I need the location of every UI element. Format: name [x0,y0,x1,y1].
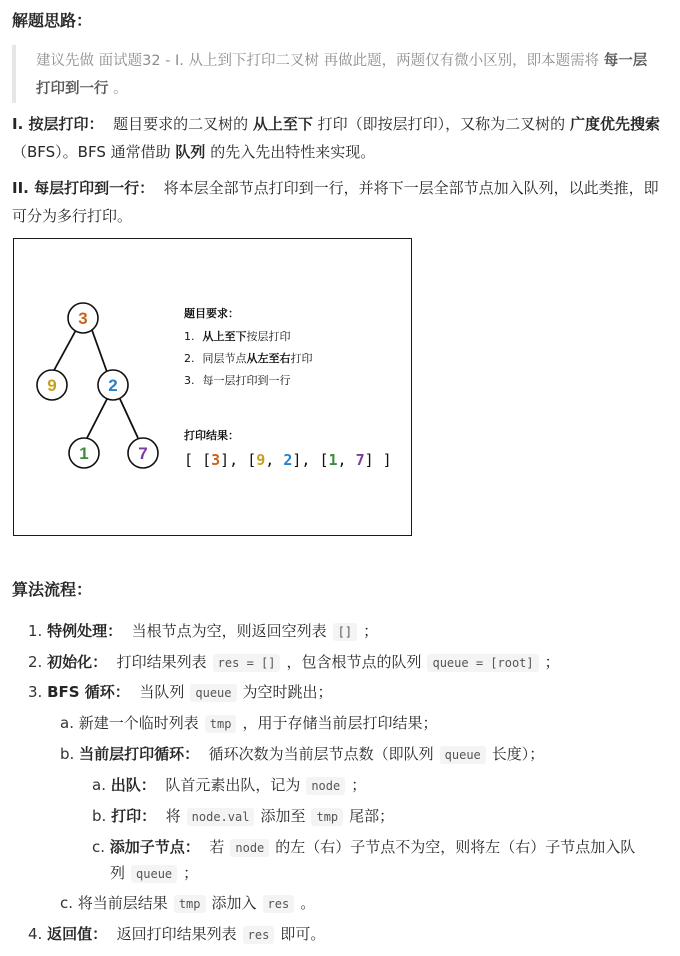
result-value: 9 [256,451,266,469]
list-marker: a. [92,776,106,794]
step-lead: 当前层打印循环： [79,745,200,763]
result-separator: , [229,451,248,469]
step-text: 的左（右）子节点不为空，则将左（右）子节点加入队 [275,838,636,856]
result-separator: , [265,451,284,469]
list-marker: b. [92,807,107,825]
result-value: 3 [211,451,221,469]
result-bracket: [ [202,451,212,469]
step-text: 为空时跳出； [242,683,333,701]
inline-code: res [263,895,295,913]
list-marker: a. [60,714,74,732]
result-bracket: [ [247,451,257,469]
step-text: 当根节点为空，则返回空列表 [131,622,327,640]
step-lead: 出队： [110,776,156,794]
heading-solution-idea: 解题思路： [12,11,93,30]
result-separator: , [337,451,356,469]
tree-node [68,303,98,333]
list-marker: b. [60,745,75,763]
step-text: 将当前层结果 [77,894,168,912]
p1-bold-bfs: 广度优先搜索 [569,115,660,133]
step-text: 当队列 [139,683,185,701]
p1-text: 打印（即按层打印），又称为二叉树的 [317,115,566,133]
list-marker: 1. [28,622,43,640]
tree-node-label: 9 [47,376,57,395]
substep-new-tmp [60,710,437,737]
p2-lead: II. 每层打印到一行： [12,179,155,197]
result-value: 2 [283,451,293,469]
list-marker: 3. [28,683,43,701]
tree-diagram [14,239,410,534]
inline-code: node [230,839,269,857]
p1-bold-queue: 队列 [175,143,206,161]
step-text: 长度）； [491,745,545,763]
tree-node-label: 1 [79,444,89,463]
step-lead: 返回值： [47,925,108,943]
print-result [184,451,392,469]
tree-node [37,370,67,400]
tip-quote [12,45,668,103]
inline-code: node [306,777,345,795]
step-text: 循环次数为当前层节点数（即队列 [208,745,434,763]
inline-code: tmp [174,895,206,913]
substep-append-result [60,890,315,917]
paragraph-level-order [12,110,668,166]
inline-code: tmp [311,808,343,826]
inline-code: res [243,926,275,944]
step-return [28,921,325,948]
quote-emphasis: 每一层打印到一行 [36,53,648,97]
step-special-case [28,618,378,645]
list-marker: c. [60,894,74,912]
inline-code: queue [190,684,236,702]
quote-text: 建议先做 面试题32 - I. 从上到下打印二叉树 再做此题，两题仅有微小区别，即本题需将 [36,53,600,69]
result-separator: , [301,451,320,469]
step-lead: 添加子节点： [109,838,200,856]
step-text: 添加入 [211,894,257,912]
step-text: 即可。 [280,925,326,943]
result-value: 1 [328,451,338,469]
p1-text: 题目要求的二叉树的 [113,115,249,133]
step-text: ； [544,653,560,671]
step-initialize [28,649,560,676]
step-lead: 打印： [111,807,157,825]
step-text: 将 [165,807,181,825]
subsubstep-print [92,803,394,830]
inline-code: queue [440,746,486,764]
inline-code: node.val [187,808,255,826]
p1-lead: I. 按层打印： [12,115,104,133]
p1-bold-top-down: 从上至下 [252,115,313,133]
step-text: 返回打印结果列表 [116,925,237,943]
step-text: 。 [300,894,316,912]
step-text: 新建一个临时列表 [78,714,199,732]
inline-code: [] [333,623,357,641]
result-bracket: ] [364,451,374,469]
inline-code: queue = [root] [427,654,538,672]
inline-code: queue [131,865,177,883]
result-bracket: [ [319,451,329,469]
binary-tree-figure [13,238,412,536]
step-lead: 特例处理： [47,622,123,640]
quote-end: 。 [113,81,128,97]
requirements-title: 题目要求： [184,307,239,320]
step-text: ； [183,864,199,882]
tree-node [128,438,158,468]
result-title: 打印结果： [184,429,239,442]
step-text: 打印结果列表 [116,653,207,671]
step-text: ； [363,622,379,640]
result-bracket: ] [292,451,302,469]
tree-node [69,438,99,468]
step-lead: 初始化： [47,653,108,671]
requirement-3: 3. 每一层打印到一行 [184,374,291,387]
inline-code: res = [] [213,654,281,672]
step-text: ； [351,776,367,794]
step-lead: BFS 循环： [47,683,130,701]
substep-level-loop [60,741,544,768]
tree-node [98,370,128,400]
subsubstep-add-children [92,834,635,861]
step-bfs-loop [28,679,333,706]
p1-text: （BFS）。BFS 通常借助 [12,143,171,161]
subsubstep-add-children-cont [110,860,198,887]
heading-algorithm: 算法流程： [12,580,93,599]
p2-text: 将本层全部节点打印到一行，并将下一层全部节点加入队列，以此类推，即可分为多行打印。 [12,179,659,225]
tree-node-label: 7 [138,444,148,463]
step-text: 队首元素出队，记为 [165,776,301,794]
requirement-1: 1. 从上至下按层打印 [184,330,291,343]
step-text: ，包含根节点的队列 [286,653,422,671]
subsubstep-dequeue [92,772,366,799]
result-bracket: ] [220,451,230,469]
result-bracket: [ [184,451,203,469]
list-marker: c. [92,838,106,856]
step-text: 尾部； [349,807,395,825]
step-text: 添加至 [260,807,306,825]
result-value: 7 [355,451,365,469]
result-bracket: ] [373,451,392,469]
p1-text: 的先入先出特性来实现。 [210,143,376,161]
step-text: ，用于存储当前层打印结果； [242,714,438,732]
step-text: 若 [209,838,225,856]
list-marker: 2. [28,653,43,671]
inline-code: tmp [205,715,237,733]
step-text: 列 [110,864,126,882]
requirement-2: 2. 同层节点从左至右打印 [184,352,313,365]
list-marker: 4. [28,925,43,943]
paragraph-per-line [12,174,668,230]
tree-node-label: 2 [108,376,118,395]
tree-node-label: 3 [78,309,88,328]
